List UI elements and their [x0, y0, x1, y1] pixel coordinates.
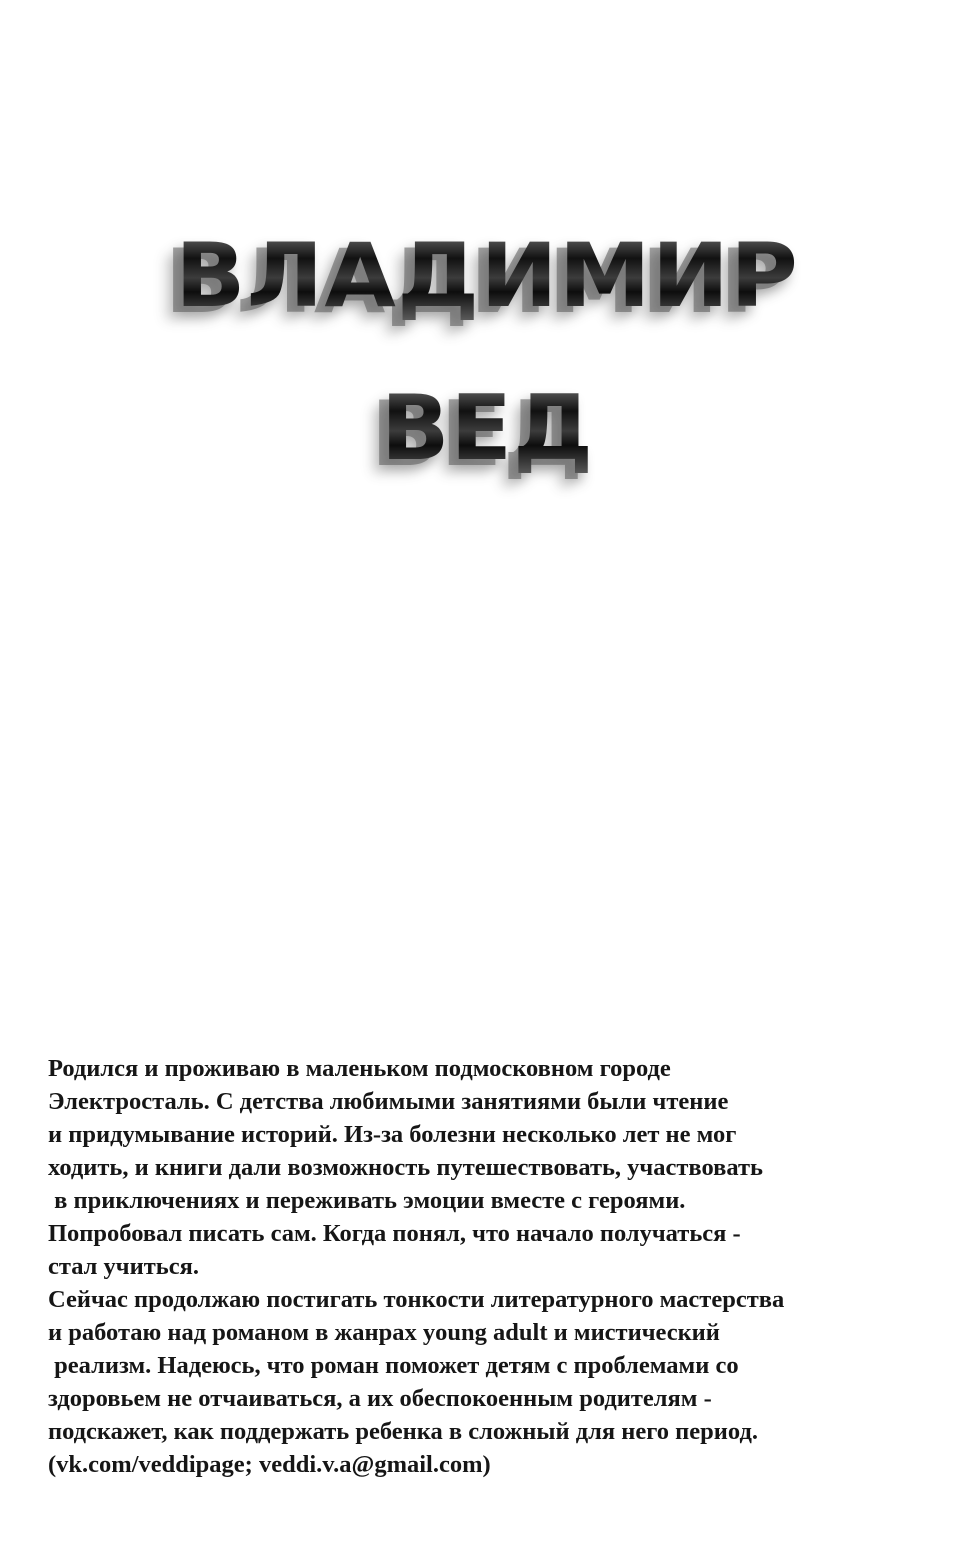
bio-line: Сейчас продолжаю постигать тонкости литературного мастерства: [48, 1286, 785, 1313]
bio-line: Попробовал писать сам. Когда понял, что начало получаться -: [48, 1220, 741, 1247]
author-first-name-text: ВЛАДИМИР: [169, 232, 805, 320]
bio-line: и придумывание историй. Из-за болезни несколько лет не мог: [48, 1121, 737, 1148]
bio-line: Родился и проживаю в маленьком подмосковном городе: [48, 1055, 671, 1082]
bio-line: Электросталь. С детства любимыми занятиями были чтение: [48, 1088, 729, 1115]
author-bio: [48, 1052, 948, 1481]
author-name-block: [0, 0, 975, 520]
bio-line: реализм. Надеюсь, что роман поможет детям с проблемами со: [48, 1352, 739, 1379]
bio-line: в приключениях и переживать эмоции вместе с героями.: [48, 1187, 686, 1214]
author-last-name: [0, 376, 975, 481]
author-last-name-text: ВЕД: [375, 384, 600, 474]
bio-line: подскажет, как поддержать ребенка в сложный для него период.: [48, 1418, 758, 1445]
bio-contact-line: (vk.com/veddipage; veddi.v.a@gmail.com): [48, 1451, 491, 1478]
author-first-name: [0, 224, 975, 327]
bio-line: и работаю над романом в жанрах young adult и мистический: [48, 1319, 720, 1346]
bio-line: стал учиться.: [48, 1253, 199, 1280]
bio-line: здоровьем не отчаиваться, а их обеспокоенным родителям -: [48, 1385, 712, 1412]
bio-line: ходить, и книги дали возможность путешествовать, участвовать: [48, 1154, 763, 1181]
